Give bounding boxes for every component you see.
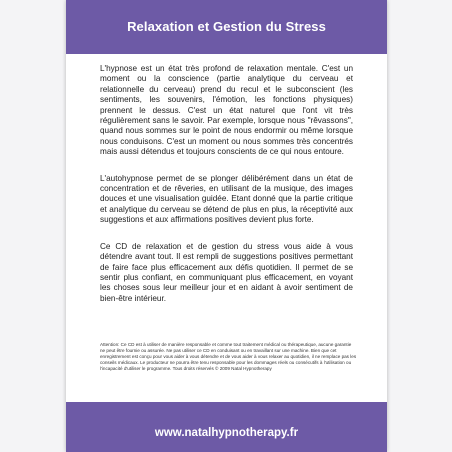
- description-body: [100, 64, 353, 320]
- paragraph-autohypnosis: L'autohypnose permet de se plonger délibérément dans un état de concentration et de rêveries, en utilisant de la musique, des images douces et une visualisation guidée. Etant donné que la partie critique et analytique du cerveau se détend de plus en plus, la réceptivité aux suggestions et aux affirmations positives devient plus forte.: [100, 173, 353, 225]
- paragraph-hypnosis: L'hypnose est un état très profond de relaxation mentale. C'est un moment ou la conscience (partie analytique du cerveau et relationnelle du cerveau) prend du recul et le subconscient (les sentiments, les souvenirs, l'émotion, les fonctions physiques) prennent le dessus. C'est un état naturel que l'ont vit très régulièrement sans le savoir. Par exemple, lorsque nous "rêvassons", quand nous sommes sur le point de nous endormir ou même lorsque nous conduisons. C'est un moment ou nous sommes très concentrés mais aussi détendus et toujours conscients de ce qui nous entoure.: [100, 64, 353, 157]
- paragraph-cd-purpose: Ce CD de relaxation et de gestion du stress vous aide à vous détendre avant tout. Il est rempli de suggestions positives permettant de faire face plus efficacement aux défis quotidien. Il permet de se sentir plus confiant, en communiquant plus efficacement, en voyant les choses sous leur meilleur jour et en aidant à avoir sentiment de bien-être intérieur.: [100, 241, 353, 303]
- warning-notice: Attention: Ce CD est à utiliser de manière responsable et comme tout traitement médical ou thérapeutique, aucune garantie ne peut être fournie ou assurée. Ne pas utiliser ce CD en conduisant ou en travaillant sur une machine. Bien que cet enregistrement est conçu pour vous aider à vous détendre et de vous aider à vous relaxer au quotidien, il ne remplace pas les conseils médicaux. Le producteur ne pourra être tenu responsable pour les dommages réels ou consécutifs à l'utilisation ou l'incapacité d'utiliser le programme. Tous droits réservés © 2009 Natal Hypnotherapy: [100, 342, 357, 372]
- header-band: [66, 0, 387, 54]
- website-url: www.natalhypnotherapy.fr: [154, 427, 299, 439]
- cd-back-cover: [66, 0, 387, 452]
- cover-title: Relaxation et Gestion du Stress: [127, 19, 326, 34]
- footer-band: [66, 402, 387, 452]
